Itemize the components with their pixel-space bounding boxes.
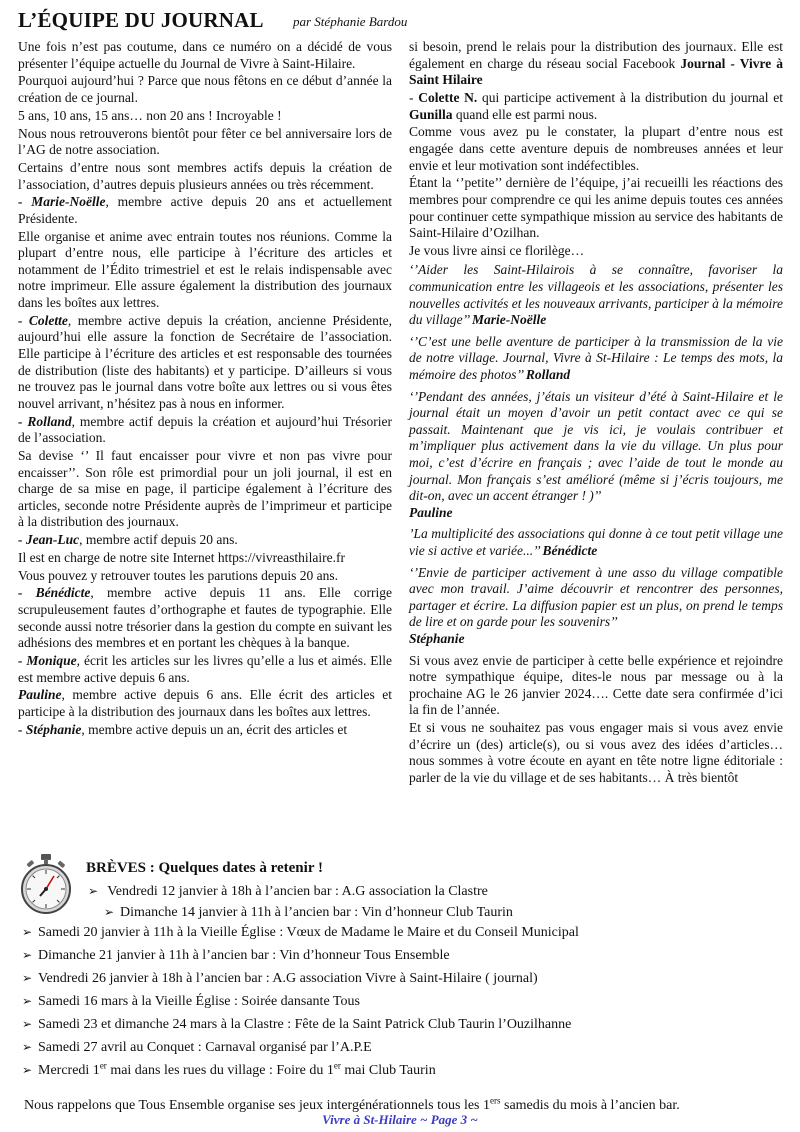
quote-stephanie (409, 565, 783, 648)
list-item (22, 948, 450, 964)
list-item (88, 884, 488, 900)
paragraph: 5 ans, 10 ans, 15 ans… non 20 ans ! Incroyable ! (18, 107, 282, 123)
superscript: er (99, 1060, 107, 1071)
member-description: , membre active depuis 6 ans. Elle écrit des articles et participe à la distribution des journaux dans les boîtes aux lettres. (18, 687, 392, 719)
paragraph: Nous nous retrouverons bientôt pour fêter ce bel anniversaire lors de l’AG de notre association. (18, 125, 392, 158)
paragraph: Étant la ‘’petite’’ dernière de l’équipe, j’ai recueilli les réactions des membres pour comprendre ce qui les anime depuis toutes ces années pour continuer cette sympathique mission au service des habitants de Saint-Hilaire d’Ozilhan. (409, 175, 783, 241)
paragraph: Et si vous ne souhaitez pas vous engager mais si vous avez envie d’écrire un (des) article(s), ou si vous avez des idées d’articles… nous sommes à votre écoute en ayant en tête notre ligne éditoriale : parler de la vie du village et de ses habitants… À très bientôt (409, 720, 783, 785)
quote-text: ‘’Pendant des années, j’étais un visiteur d’été à Saint-Hilaire et le journal était un moyen d’avoir un petit contact avec ce qui se passait. Maintenant que je vis ici, je voulais contribuer et m’impliquer plus activement dans la vie du village. Un plus pour moi, c’est d’écrire en français ; avec l’aide de tout le monde au journal. Mon français s’est amélioré (même si j’écris toujours, me dit-on, avec un accent étranger ! )’’ (409, 388, 783, 504)
arrow-bullet-icon: ➢ (104, 905, 115, 919)
arrow-bullet-icon: ➢ (22, 994, 33, 1008)
list-item (22, 1040, 372, 1056)
text-run: quand elle est parmi nous. (452, 106, 598, 122)
member-jean-luc (18, 532, 392, 549)
text-run: - (409, 89, 419, 105)
list-item (22, 994, 360, 1010)
event-text: Dimanche 21 janvier à 11h à l’ancien bar : Vin d’honneur Tous Ensemble (38, 948, 450, 963)
list-item (22, 1060, 436, 1079)
paragraph: Il est en charge de notre site Internet https://vivreasthilaire.fr (18, 549, 346, 565)
member-name: - Bénédicte (18, 585, 91, 601)
list-item (22, 1017, 571, 1033)
member-name: Gunilla (409, 106, 453, 122)
quote-author: Stéphanie (409, 630, 465, 646)
member-description: , membre active depuis la création, ancienne Présidente, aujourd’hui elle assure la fonction de Secrétaire de l’association. Elle participe à l’écriture des articles et est responsable des tournées de distribution (liste des habitants) et y participe. D’ailleurs si vous ne trouvez pas le journal dans votre boîte aux lettres ou si vous êtes nouvel arrivant, n’hésitez pas à nous en informer. (18, 312, 392, 411)
superscript: ers (490, 1095, 501, 1106)
paragraph: Certains d’entre nous sont membres actifs depuis la création de l’association, d’autres depuis plusieurs années ou très récemment. (18, 159, 392, 192)
quote-author: Pauline (409, 504, 453, 520)
text-run: si besoin, prend le relais pour la distribution des journaux. Elle est également en charge du réseau social Facebook (409, 39, 783, 71)
superscript: er (333, 1060, 341, 1071)
list-item (22, 925, 579, 941)
list-item (104, 905, 513, 921)
event-text: Samedi 20 janvier à 11h à la Vieille Église : Vœux de Madame le Maire et du Conseil Municipal (38, 925, 579, 940)
member-name: - Monique (18, 653, 77, 668)
arrow-bullet-icon: ➢ (88, 884, 99, 898)
quote-benedicte (409, 526, 783, 559)
quote-text: ‘’Aider les Saint-Hilairois à se connaître, favoriser la communication entre les villageois et les associations, présenter les nouvelles activités et les nouveaux arrivants, participer à la mémoire du village’’ (409, 262, 783, 328)
stopwatch-icon (18, 852, 74, 916)
member-description: , membre actif depuis la création et aujourd’hui Trésorier de l’association. (18, 413, 393, 446)
paragraph: Elle organise et anime avec entrain toutes nos réunions. Comme la plupart d’entre nous, elle participe à l’écriture des articles et notamment de l’Édito trimestriel et est le relais indispensable avec notre imprimeur. Elle assure également la distribution des journaux dans les boîtes aux lettres. (18, 228, 392, 311)
member-name: - Jean-Luc (18, 532, 80, 548)
quote-text: ‘’C’est une belle aventure de participer à la transmission de la vie de notre village. Journal, Vivre à St-Hilaire : Le temps des mots, la mémoire des photos’’ (409, 333, 783, 383)
facebook-page-name: Journal - Vivre à Saint Hilaire (409, 55, 784, 88)
member-monique (18, 653, 392, 686)
page-footer: Vivre à St-Hilaire ~ Page 3 ~ (322, 1112, 478, 1127)
paragraph: Sa devise ‘’ Il faut encaisser pour vivre et non pas vivre pour encaisser’’. Son rôle est primordial pour un joli journal, il est en charge de sa mise en page, il participe également à l’écriture des articles, seconde notre Présidente auprès de l’imprimeur et participe à la distribution des journaux. (18, 447, 392, 530)
breves-header: BRÈVES : Quelques dates à retenir ! (86, 860, 323, 876)
event-text: Samedi 23 et dimanche 24 mars à la Clastre : Fête de la Saint Patrick Club Taurin l’Ouzilhanne (38, 1017, 572, 1032)
arrow-bullet-icon: ➢ (22, 925, 33, 939)
article-title: L’ÉQUIPE DU JOURNAL (18, 8, 264, 32)
member-description: , membre active depuis 11 ans. Elle corrige scrupuleusement fautes d’orthographe et fautes de typographie. Elle seconde aussi notre trésorier dans la gestion du compte en suivant les adhésions des membres et en portant les chèques à la banque. (18, 585, 392, 651)
paragraph: Comme vous avez pu le constater, la plupart d’entre nous est engagée dans cette aventure depuis de nombreuses années et leur envie et leur motivation sont indéfectibles. (409, 124, 783, 173)
event-text: mai Club Taurin (340, 1063, 436, 1078)
paragraph: Vous pouvez y retrouver toutes les parutions depuis 20 ans. (18, 567, 338, 583)
event-text: Vendredi 26 janvier à 18h à l’ancien bar : A.G association Vivre à Saint-Hilaire ( journal) (38, 971, 538, 986)
arrow-bullet-icon: ➢ (22, 948, 33, 962)
note-text: Nous rappelons que Tous Ensemble organise ses jeux intergénérationnels tous les 1 (24, 1098, 490, 1113)
event-text: Vendredi 12 janvier à 18h à l’ancien bar : A.G association la Clastre (107, 884, 488, 899)
member-name: Colette N. (418, 89, 478, 105)
paragraph: Si vous avez envie de participer à cette belle expérience et rejoindre notre sympathique équipe, dites-le nous par message ou à la prochaine AG le 26 janvier 2024…. Cette date sera confirmée d’ici la fin de l’année. (409, 652, 783, 718)
member-description: , écrit les articles sur les livres qu’elle a lus et aimés. Elle est membre active depuis 6 ans. (18, 653, 392, 685)
member-name: - Stéphanie (18, 721, 82, 737)
member-colette-n (409, 90, 783, 123)
paragraph: Pourquoi aujourd’hui ? Parce que nous fêtons en ce début d’année la création de ce journal. (18, 73, 392, 105)
member-description: , membre active depuis un an, écrit des articles et (81, 721, 348, 737)
member-name: - Colette (18, 312, 68, 328)
member-rolland (18, 414, 392, 447)
arrow-bullet-icon: ➢ (22, 1040, 33, 1054)
article-byline: par Stéphanie Bardou (293, 14, 408, 29)
quote-text: ’La multiplicité des associations qui donne à ce tout petit village une vie si active et variée...’’ (409, 526, 783, 558)
text-run: qui participe activement à la distribution du journal et (477, 89, 783, 105)
event-text: Samedi 27 avril au Conquet : Carnaval organisé par l’A.P.E (38, 1040, 372, 1055)
list-item (22, 971, 538, 987)
member-benedicte (18, 585, 392, 651)
article-header (18, 8, 778, 38)
member-pauline (18, 687, 392, 720)
member-marie-noelle (18, 194, 392, 227)
note-text: samedis du mois à l’ancien bar. (500, 1098, 680, 1113)
paragraph: Je vous livre ainsi ce florilège… (409, 242, 585, 258)
member-stephanie (18, 722, 392, 739)
quote-text: ‘’Envie de participer activement à une asso du village compatible avec mon travail. J’aime découvrir et rencontrer des personnes, partager et écrire. La diffusion papier est un plus, on prend le temps de lire et on garde pour les souvenirs’’ (409, 564, 783, 630)
member-name: Pauline (18, 687, 62, 703)
event-text: mai dans les rues du village : Foire du 1 (106, 1063, 334, 1078)
member-name: - Marie-Noëlle (18, 194, 106, 210)
paragraph: Une fois n’est pas coutume, dans ce numéro on a décidé de vous présenter l’équipe actuelle du Journal de Vivre à Saint-Hilaire. (18, 39, 392, 71)
right-column (409, 39, 783, 788)
member-description: , membre actif depuis 20 ans. (79, 532, 238, 548)
paragraph (409, 39, 783, 89)
event-text: Mercredi 1 (38, 1063, 100, 1078)
arrow-bullet-icon: ➢ (22, 1017, 33, 1031)
quote-author: Rolland (525, 367, 571, 383)
member-colette (18, 313, 392, 413)
event-text: Dimanche 14 janvier à 11h à l’ancien bar : Vin d’honneur Club Taurin (120, 905, 513, 920)
quote-author: Bénédicte (542, 542, 598, 558)
member-name: - Rolland (18, 413, 72, 429)
arrow-bullet-icon: ➢ (22, 1063, 33, 1077)
member-description: , membre active depuis 20 ans et actuellement Présidente. (18, 194, 393, 226)
arrow-bullet-icon: ➢ (22, 971, 33, 985)
event-text: Samedi 16 mars à la Vieille Église : Soirée dansante Tous (38, 994, 360, 1009)
quote-marie-noelle (409, 262, 783, 328)
quote-rolland (409, 334, 783, 384)
quote-pauline (409, 389, 783, 522)
left-column (18, 39, 392, 740)
quote-author: Marie-Noëlle (472, 312, 547, 328)
